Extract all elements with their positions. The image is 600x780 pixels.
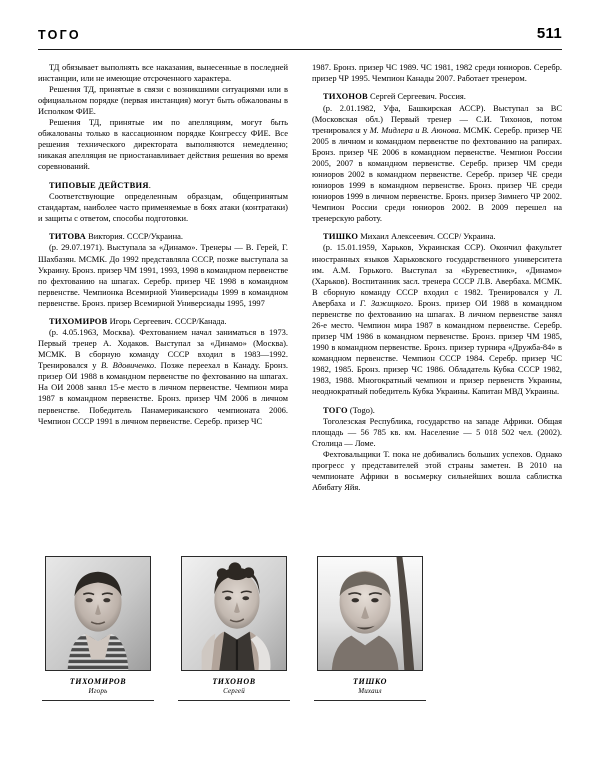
entry-lemma: ТОГО: [323, 404, 348, 415]
caption-given-name: Сергей: [223, 687, 245, 695]
entry-titova-body: (р. 29.07.1971). Выступала за «Динамо». Тренеры — В. Герей, Г. Шахбазян. МСМК. До 1992 представляла СССР, позже выступала за Украину. Бронз. призер ЧМ 1991, 1993, 1998 в командном первенстве по фехтованию на шпагах. Серебр. призер ЧЕ 1998 в командном первенстве. Чемпионка Всемирной Универсиады 1999 в командном первенстве. Бронз. призер Всемирной Универсиады 1995, 1997: [38, 242, 288, 308]
entry-togo-body-fencing: Фехтовальщики Т. пока не добивались больших успехов. Однако прогресс у представителей этой страны заметен. В 2010 на чемпионате Африки в восьмерку сильнейших вошла саблистка Абибату Яйя.: [312, 448, 562, 492]
entry-togo-body-country: Тоголезская Республика, государство на западе Африки. Общая площадь — 56 785 кв. км. Население — 5 018 502 чел. (2002). Столица — Ломе.: [312, 415, 562, 448]
portrait-photo-tikhonov: [181, 556, 287, 671]
paragraph-td-3: Решения ТД, принятые им по апелляциям, могут быть обжалованы только в кассационном порядке Конгрессу ФИЕ. Все решения технического директората выполняются немедленно; никакая апелляция не приостанавливает действия решения во время соревнований.: [38, 117, 288, 172]
entry-lemma-tail: Игорь Сергеевич. СССР/Канада.: [107, 316, 227, 327]
paragraph-td-1: ТД обязывает выполнять все наказания, вынесенные в последней инстанции, или не имеющие отсроченного характера.: [38, 62, 288, 84]
caption-rule-tikhonov: [178, 700, 290, 701]
portrait-photo-tikhomirov: [45, 556, 151, 671]
entry-tipovye-deystviya-body: Соответствующие определенным образцам, общепринятым стандартам, наиболее часто применяемые в боях атаки (контратаки) и защиты с ответом, способы подготовки.: [38, 190, 288, 223]
trainer-name-italic: В. Вдовиченко: [100, 360, 155, 371]
caption-rule-tikhomirov: [42, 700, 154, 701]
entry-lemma: ТИШКО: [323, 231, 359, 242]
entry-heading: ТИПОВЫЕ ДЕЙСТВИЯ: [49, 179, 149, 190]
entry-lemma-tail: (Togo).: [347, 404, 375, 415]
caption-given-name: Игорь: [88, 687, 108, 695]
entry-tikhomirov-body: (р. 4.05.1963, Москва). Фехтованием начал заниматься в 1973. Первый тренер А. Ходаков. Выступал за «Динамо» (Москва). МСМК. В сборную команду СССР входил в 1983—1992. Тренировался у В. Вдовиченко. Позже переехал в Канаду. Бронз. призер ОИ 1988 в командном первенстве по фехтованию на шпагах. На ОИ 2008 занял 15-е место в личном первенстве. Чемпион мира 1987 в командном первенстве. Бронз. призер ЧМ 2006 в личном первенстве. Победитель Панамериканского чемпионата 2006. Чемпион СССР 1991 в личном первенстве. Серебр. призер ЧС: [38, 327, 288, 426]
entry-togo-lemma: [312, 405, 562, 416]
portrait-image-tishko: [318, 557, 422, 670]
entry-lemma-tail: Сергей Сергеевич. Россия.: [367, 91, 466, 102]
caption-rule-tishko: [314, 700, 426, 701]
entry-titova-lemma: [38, 231, 288, 242]
portrait-photo-tishko: [317, 556, 423, 671]
right-text-column: [312, 62, 562, 493]
left-text-column: [38, 62, 288, 427]
entry-tikhonov-body: (р. 2.01.1982, Уфа, Башкирская АССР). Выступал за ВС (Московская обл.) Первый тренер — С.И. Тихонов, потом тренировался у М. Мидлера и В. Аюнова. МСМК. Серебр. призер ЧЕ 2005 в личном и командном первенстве по фехтованию на рапирах. Бронз. призер ЧЕ 2006 в командном первенстве. Чемпион России 2005, 2007 в командном первенстве. Серебр. призер ЧМ среди юниоров 2002 в командном первенстве. Серебр. призер ЧЕ среди юниоров 1999 в командном первенстве. Бронз. призер ЧЕ среди юниоров 1999 в личном первенстве. Бронз. призер Зимнего ЧР 2002. Чемпион России среди юниоров 2002. В 2009 перешел на тренерскую работу.: [312, 102, 562, 223]
trainer-name-italic: Г. Зажицкого: [359, 297, 411, 308]
photo-caption-tishko: [305, 677, 435, 697]
photo-caption-tikhomirov: [33, 677, 163, 697]
entry-tipovye-deystviya-heading: [38, 180, 288, 191]
entry-tishko-lemma: [312, 231, 562, 242]
paragraph-td-2: Решения ТД, принятые в связи с возникшими ситуациями или в официальном порядке (первая инстанция) могут быть обжалованы в Исполком ФИЕ.: [38, 84, 288, 117]
caption-surname: ТИХОМИРОВ: [69, 677, 127, 686]
entry-tikhonov-lemma: [312, 91, 562, 102]
entry-lemma: ТИТОВА: [49, 231, 86, 242]
photo-caption-tikhonov: [169, 677, 299, 697]
running-head-title: ТОГО: [38, 28, 81, 42]
entry-tikhomirov-lemma: [38, 316, 288, 327]
portrait-image-tikhonov: [182, 557, 286, 670]
entry-lemma: ТИХОМИРОВ: [49, 316, 108, 327]
entry-lemma-tail: Виктория. СССР/Украина.: [85, 231, 183, 242]
page-number: 511: [536, 25, 562, 42]
trainer-name-italic: М. Мидлера и В. Аюнова: [369, 124, 459, 135]
entry-heading-tail: .: [148, 179, 151, 190]
page-header: [38, 25, 562, 50]
paragraph-tikhomirov-continuation: 1987. Бронз. призер ЧС 1989. ЧС 1981, 1982 среди юниоров. Серебр. призер ЧР 1995. Чемпион Канады 2007. Работает тренером.: [312, 62, 562, 84]
entry-lemma: ТИХОНОВ: [323, 91, 368, 102]
entry-lemma-tail: Михаил Алексеевич. СССР/ Украина.: [358, 231, 496, 242]
caption-surname: ТИШКО: [353, 677, 387, 686]
entry-tishko-body: (р. 15.01.1959, Харьков, Украинская ССР). Окончил факультет иностранных языков Харьковского государственного университета им. А.М. Горького. Выступал за «Буревестник», «Динамо» (Харьков). Воспитанник засл. тренера СССР Л.В. Авербаха. МСМК. В сборную команду СССР входил с 1982. Тренировался у Л. Авербаха и Г. Зажицкого. Бронз. призер ОИ 1988 в командном первенстве по фехтованию на шпагах. В личном первенстве занял 26-е место. Чемпион мира 1987 в командном первенстве. Серебр. призер ЧМ 1986 в командном первенстве. Бронз. призер ЧМ 1985, 1990 в командном первенстве. Бронз. призер турнира «Дружба-84» в командном первенстве. Чемпион СССР 1984. Серебр. призер ЧС 1982, 1985. Бронз. призер ЧС 1986. Обладатель Кубка СССР 1982, 1983, 1988. Многократный чемпион и призер первенств Украины, неоднократный победитель Кубка Украины. Капитан МВД Украины.: [312, 242, 562, 397]
portrait-image-tikhomirov: [46, 557, 150, 670]
caption-given-name: Михаил: [358, 687, 382, 695]
header-rule: [38, 49, 562, 50]
caption-surname: ТИХОНОВ: [212, 677, 256, 686]
